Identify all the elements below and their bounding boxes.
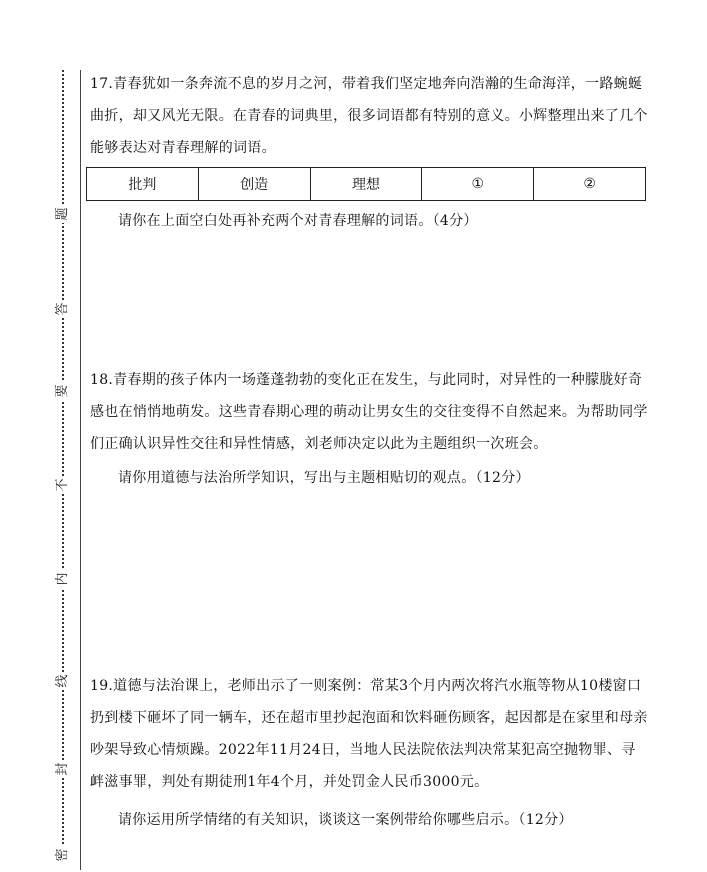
q17-word-cell: 创造: [198, 168, 310, 201]
binding-dotted-line: [62, 70, 64, 860]
q18-text-line: 18.青春期的孩子体内一场蓬蓬勃勃的变化正在发生，与此同时，对异性的一种朦胧好奇: [90, 372, 643, 388]
page-left-rule: [80, 70, 81, 870]
binding-margin-char: 答: [54, 300, 72, 318]
binding-margin-char: 不: [54, 476, 72, 494]
q17-word-cell: 理想: [310, 168, 422, 201]
binding-margin-char: 要: [54, 382, 72, 400]
q18-text-line: 们正确认识异性交往和异性情感，刘老师决定以此为主题组织一次班会。: [90, 436, 548, 452]
q18-text-line: 感也在悄悄地萌发。这些青春期心理的萌动让男女生的交往变得不自然起来。为帮助同学: [90, 404, 648, 420]
binding-margin-char: 题: [54, 205, 72, 223]
q19-text-line: 吵架导致心情烦躁。2022年11月24日，当地人民法院依法判决常某犯高空抛物罪、寻: [90, 742, 636, 758]
q17-blank-cell-2: ②: [534, 168, 646, 201]
binding-margin-char: 封: [54, 760, 72, 778]
q17-text-line: 曲折，却又风光无限。在青春的词典里，很多词语都有特别的意义。小辉整理出来了几个: [90, 108, 648, 124]
q19-text-line: 衅滋事罪，判处有期徒刑1年4个月，并处罚金人民币3000元。: [90, 774, 489, 790]
q19-text-line: 19.道德与法治课上，老师出示了一则案例：常某3个月内两次将汽水瓶等物从10楼窗口: [90, 678, 642, 694]
q19-prompt: 请你运用所学情绪的有关知识，谈谈这一案例带给你哪些启示。（12分）: [118, 812, 573, 828]
binding-margin-char: 内: [54, 570, 72, 588]
q17-prompt: 请你在上面空白处再补充两个对青春理解的词语。（4分）: [118, 213, 478, 229]
q17-text-line: 能够表达对青春理解的词语。: [90, 140, 276, 156]
q17-blank-cell-1: ①: [422, 168, 534, 201]
q17-text-line: 17.青春犹如一条奔流不息的岁月之河，带着我们坚定地奔向浩瀚的生命海洋，一路蜿蜒: [90, 76, 643, 92]
q19-text-line: 扔到楼下砸坏了同一辆车，还在超市里抄起泡面和饮料砸伤顾客，起因都是在家里和母亲: [90, 710, 648, 726]
q18-prompt: 请你用道德与法治所学知识，写出与主题相贴切的观点。（12分）: [118, 470, 530, 486]
q17-word-table: [86, 167, 646, 201]
q17-word-cell: 批判: [87, 168, 199, 201]
binding-margin-char: 线: [54, 672, 72, 690]
binding-margin-char: 密: [54, 846, 72, 864]
